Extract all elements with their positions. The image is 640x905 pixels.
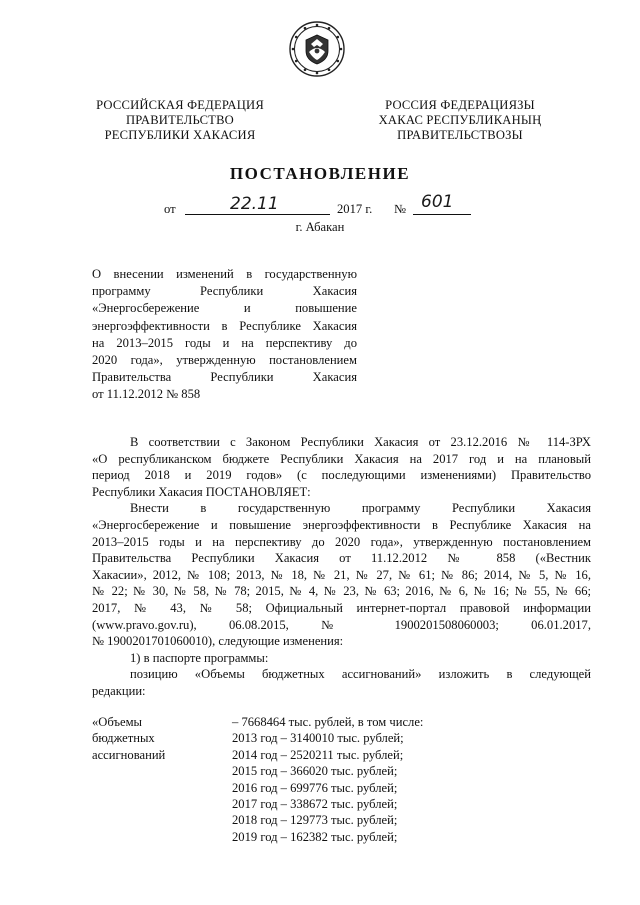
body-line: позицию «Объемы бюджетных ассигнований» изложить в следующей: [130, 667, 591, 682]
budget-year-row: 2015 год – 366020 тыс. рублей;: [232, 764, 398, 779]
body-line: 2017, № 43, № 58; Официальный интернет-портал правовой информации: [92, 600, 591, 615]
subject-line: энергоэффективности в Республике Хакасия: [92, 318, 357, 333]
body-line: период 2018 и 2019 годов» (с последующими изменениями) Правительство: [92, 468, 591, 483]
subject-line: на 2013–2015 годы и на перспективу до: [92, 335, 357, 350]
handwritten-date: 22.11: [230, 194, 279, 214]
year-label: 2017 г.: [337, 202, 373, 216]
header-left-line-2: ПРАВИТЕЛЬСТВО: [126, 113, 234, 127]
header-left-line-1: РОССИЙСКАЯ ФЕДЕРАЦИЯ: [96, 98, 264, 112]
coat-of-arms-emblem: [288, 20, 346, 78]
city-label: г. Абакан: [295, 220, 345, 234]
body-line: Хакасии», 2012, № 108; 2013, № 18, № 21, № 27, № 61; № 86; 2014, № 5, № 16,: [92, 567, 591, 582]
body-line: № 1900201701060010), следующие изменения:: [92, 634, 344, 649]
body-line: 1) в паспорте программы:: [130, 650, 269, 665]
subject-block: [92, 266, 357, 404]
handwritten-number: 601: [421, 192, 454, 212]
header-left-line-3: РЕСПУБЛИКИ ХАКАСИЯ: [104, 128, 256, 142]
body-line: 2013–2015 годы и на перспективу до 2020 года», утвержденную постановлением: [92, 534, 591, 549]
subject-line: О внесении изменений в государственную: [92, 267, 357, 281]
budget-year-row: 2016 год – 699776 тыс. рублей;: [232, 780, 398, 795]
budget-year-row: 2019 год – 162382 тыс. рублей;: [232, 829, 398, 844]
budget-year-row: 2013 год – 3140010 тыс. рублей;: [232, 731, 404, 746]
header-left-block: [90, 98, 270, 143]
body-line: Внести в государственную программу Республики Хакасия: [130, 501, 591, 516]
body-line: Республики Хакасия ПОСТАНОВЛЯЕТ:: [92, 484, 311, 499]
body-line: (www.pravo.gov.ru), 06.08.2015, № 1900201508060003; 06.01.2017,: [92, 617, 591, 632]
budget-label-line: ассигнований: [92, 747, 166, 762]
subject-line: Правительства Республики Хакасия: [92, 370, 357, 385]
date-number-line: [0, 192, 640, 218]
body-line: «О республиканском бюджете Республики Хакасия на 2017 год и на плановый: [92, 451, 591, 466]
header-right-line-2: ХАКАС РЕСПУБЛИКАНЫҢ: [378, 113, 542, 127]
header-right-line-1: РОССИЯ ФЕДЕРАЦИЯЗЫ: [385, 98, 535, 112]
subject-line: программу Республики Хакасия: [92, 284, 357, 299]
budget-year-row: 2017 год – 338672 тыс. рублей;: [232, 797, 398, 812]
number-sign: №: [394, 202, 407, 216]
budget-year-row: 2014 год – 2520211 тыс. рублей;: [232, 747, 404, 762]
body-text: [92, 434, 591, 700]
budget-allocations-values: [232, 714, 592, 845]
subject-line: «Энергосбережение и повышение: [92, 301, 357, 316]
budget-total: – 7668464 тыс. рублей, в том числе:: [232, 715, 424, 729]
body-line: редакции:: [92, 683, 146, 698]
budget-year-row: 2018 год – 129773 тыс. рублей;: [232, 813, 398, 828]
budget-label-line: бюджетных: [92, 731, 155, 746]
body-line: «Энергосбережение и повышение энергоэффективности в Республике Хакасия на: [92, 517, 591, 532]
header-right-line-3: ПРАВИТЕЛЬСТВОЗЫ: [397, 128, 523, 142]
date-from-label: от: [164, 202, 176, 216]
budget-allocations-label: [92, 714, 212, 763]
body-line: Правительства Республики Хакасия от 11.12.2012 № 858 («Вестник: [92, 551, 591, 566]
document-title: ПОСТАНОВЛЕНИЕ: [229, 164, 411, 183]
subject-line: 2020 года», утвержденную постановлением: [92, 353, 357, 368]
header-right-block: [370, 98, 550, 143]
body-line: № 22; № 30, № 58, № 78; 2015, № 4, № 23, № 63; 2016, № 6, № 16; № 55, № 66;: [92, 584, 591, 599]
budget-label-line: «Объемы: [92, 715, 143, 729]
subject-line: от 11.12.2012 № 858: [92, 387, 201, 402]
body-line: В соответствии с Законом Республики Хакасия от 23.12.2016 № 114-ЗРХ: [130, 435, 591, 449]
